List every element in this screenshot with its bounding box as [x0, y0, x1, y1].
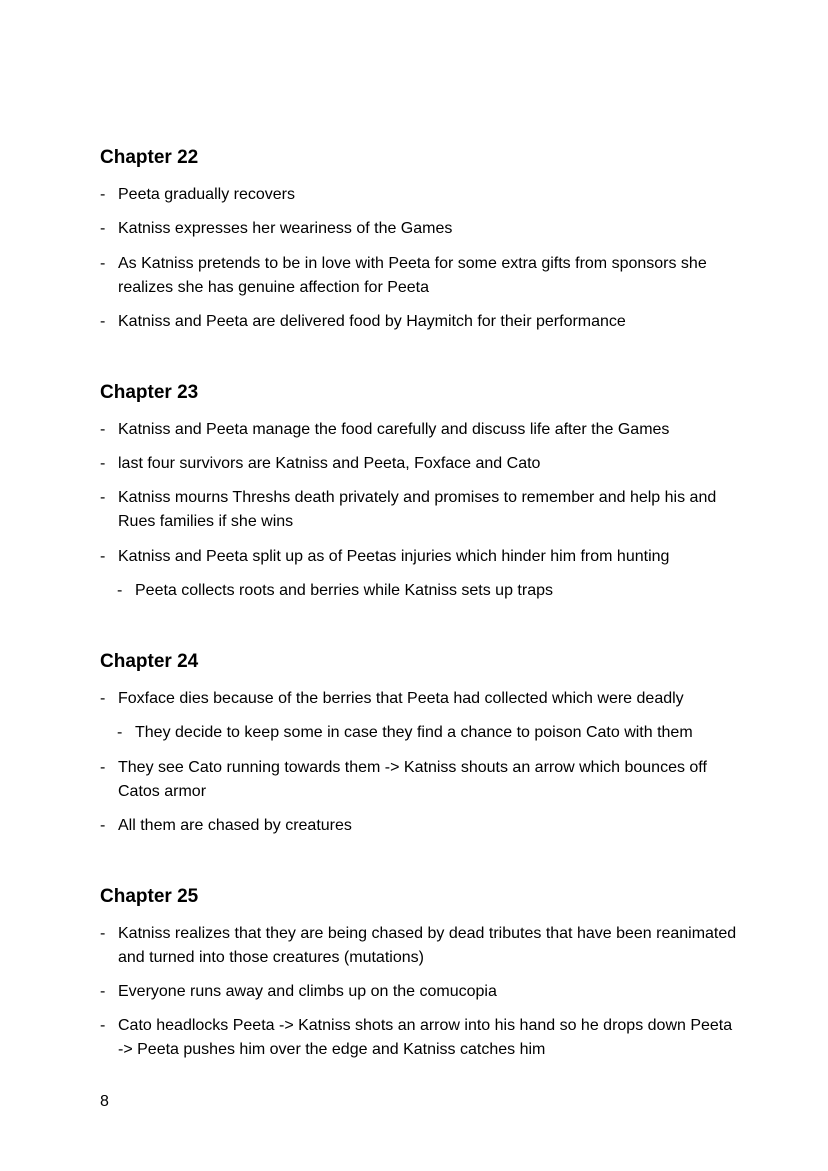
- page-number: 8: [100, 1093, 109, 1110]
- chapter-heading: Chapter 24: [100, 651, 199, 672]
- list-item: [100, 1014, 740, 1061]
- list-item-text: Foxface dies because of the berries that Peeta had collected which were deadly: [118, 690, 684, 707]
- list-item: [100, 310, 740, 334]
- list-item-text: Katniss and Peeta are delivered food by Haymitch for their performance: [118, 313, 626, 330]
- list-item: [100, 183, 740, 207]
- dash-bullet-icon: -: [100, 925, 106, 942]
- dash-bullet-icon: -: [117, 582, 123, 599]
- sub-list-item: [117, 721, 757, 745]
- list-item: [100, 922, 740, 969]
- list-item: [100, 452, 740, 476]
- dash-bullet-icon: -: [100, 690, 106, 707]
- list-item-text: Katniss expresses her weariness of the Games: [118, 220, 453, 237]
- list-item-text: As Katniss pretends to be in love with Peeta for some extra gifts from sponsors she realizes she has genuine affection for Peeta: [118, 255, 707, 296]
- dash-bullet-icon: -: [100, 421, 106, 438]
- dash-bullet-icon: -: [100, 759, 106, 776]
- list-item-text: last four survivors are Katniss and Peeta, Foxface and Cato: [118, 455, 541, 472]
- list-item: [100, 980, 740, 1004]
- dash-bullet-icon: -: [100, 255, 106, 272]
- list-item-text: Katniss mourns Threshs death privately and promises to remember and help his and Rues families if she wins: [118, 489, 717, 530]
- list-item-text: Cato headlocks Peeta -> Katniss shots an arrow into his hand so he drops down Peeta -> Peeta pushes him over the edge and Katniss catches him: [118, 1017, 733, 1058]
- chapter-heading: Chapter 25: [100, 886, 199, 907]
- chapter-heading: Chapter 22: [100, 147, 199, 168]
- dash-bullet-icon: -: [117, 724, 123, 741]
- dash-bullet-icon: -: [100, 313, 106, 330]
- list-item-text: Peeta collects roots and berries while Katniss sets up traps: [135, 582, 553, 599]
- chapter-heading: Chapter 23: [100, 382, 199, 403]
- dash-bullet-icon: -: [100, 220, 106, 237]
- list-item: [100, 756, 740, 803]
- list-item-text: All them are chased by creatures: [118, 817, 352, 834]
- list-item-text: Katniss realizes that they are being chased by dead tributes that have been reanimated and turned into those creatures (mutations): [118, 925, 737, 966]
- dash-bullet-icon: -: [100, 983, 106, 1000]
- list-item: [100, 486, 740, 533]
- dash-bullet-icon: -: [100, 548, 106, 565]
- sub-list-item: [117, 579, 757, 603]
- list-item: [100, 252, 740, 299]
- list-item-text: Katniss and Peeta manage the food carefully and discuss life after the Games: [118, 421, 670, 438]
- list-item: [100, 687, 740, 711]
- list-item-text: Peeta gradually recovers: [118, 186, 295, 203]
- list-item: [100, 418, 740, 442]
- list-item-text: They see Cato running towards them -> Katniss shouts an arrow which bounces off Catos armor: [118, 759, 707, 800]
- dash-bullet-icon: -: [100, 489, 106, 506]
- dash-bullet-icon: -: [100, 455, 106, 472]
- dash-bullet-icon: -: [100, 186, 106, 203]
- list-item-text: They decide to keep some in case they find a chance to poison Cato with them: [135, 724, 693, 741]
- dash-bullet-icon: -: [100, 817, 106, 834]
- dash-bullet-icon: -: [100, 1017, 106, 1034]
- list-item-text: Katniss and Peeta split up as of Peetas injuries which hinder him from hunting: [118, 548, 670, 565]
- list-item: [100, 545, 740, 569]
- list-item: [100, 217, 740, 241]
- list-item: [100, 814, 740, 838]
- list-item-text: Everyone runs away and climbs up on the comucopia: [118, 983, 497, 1000]
